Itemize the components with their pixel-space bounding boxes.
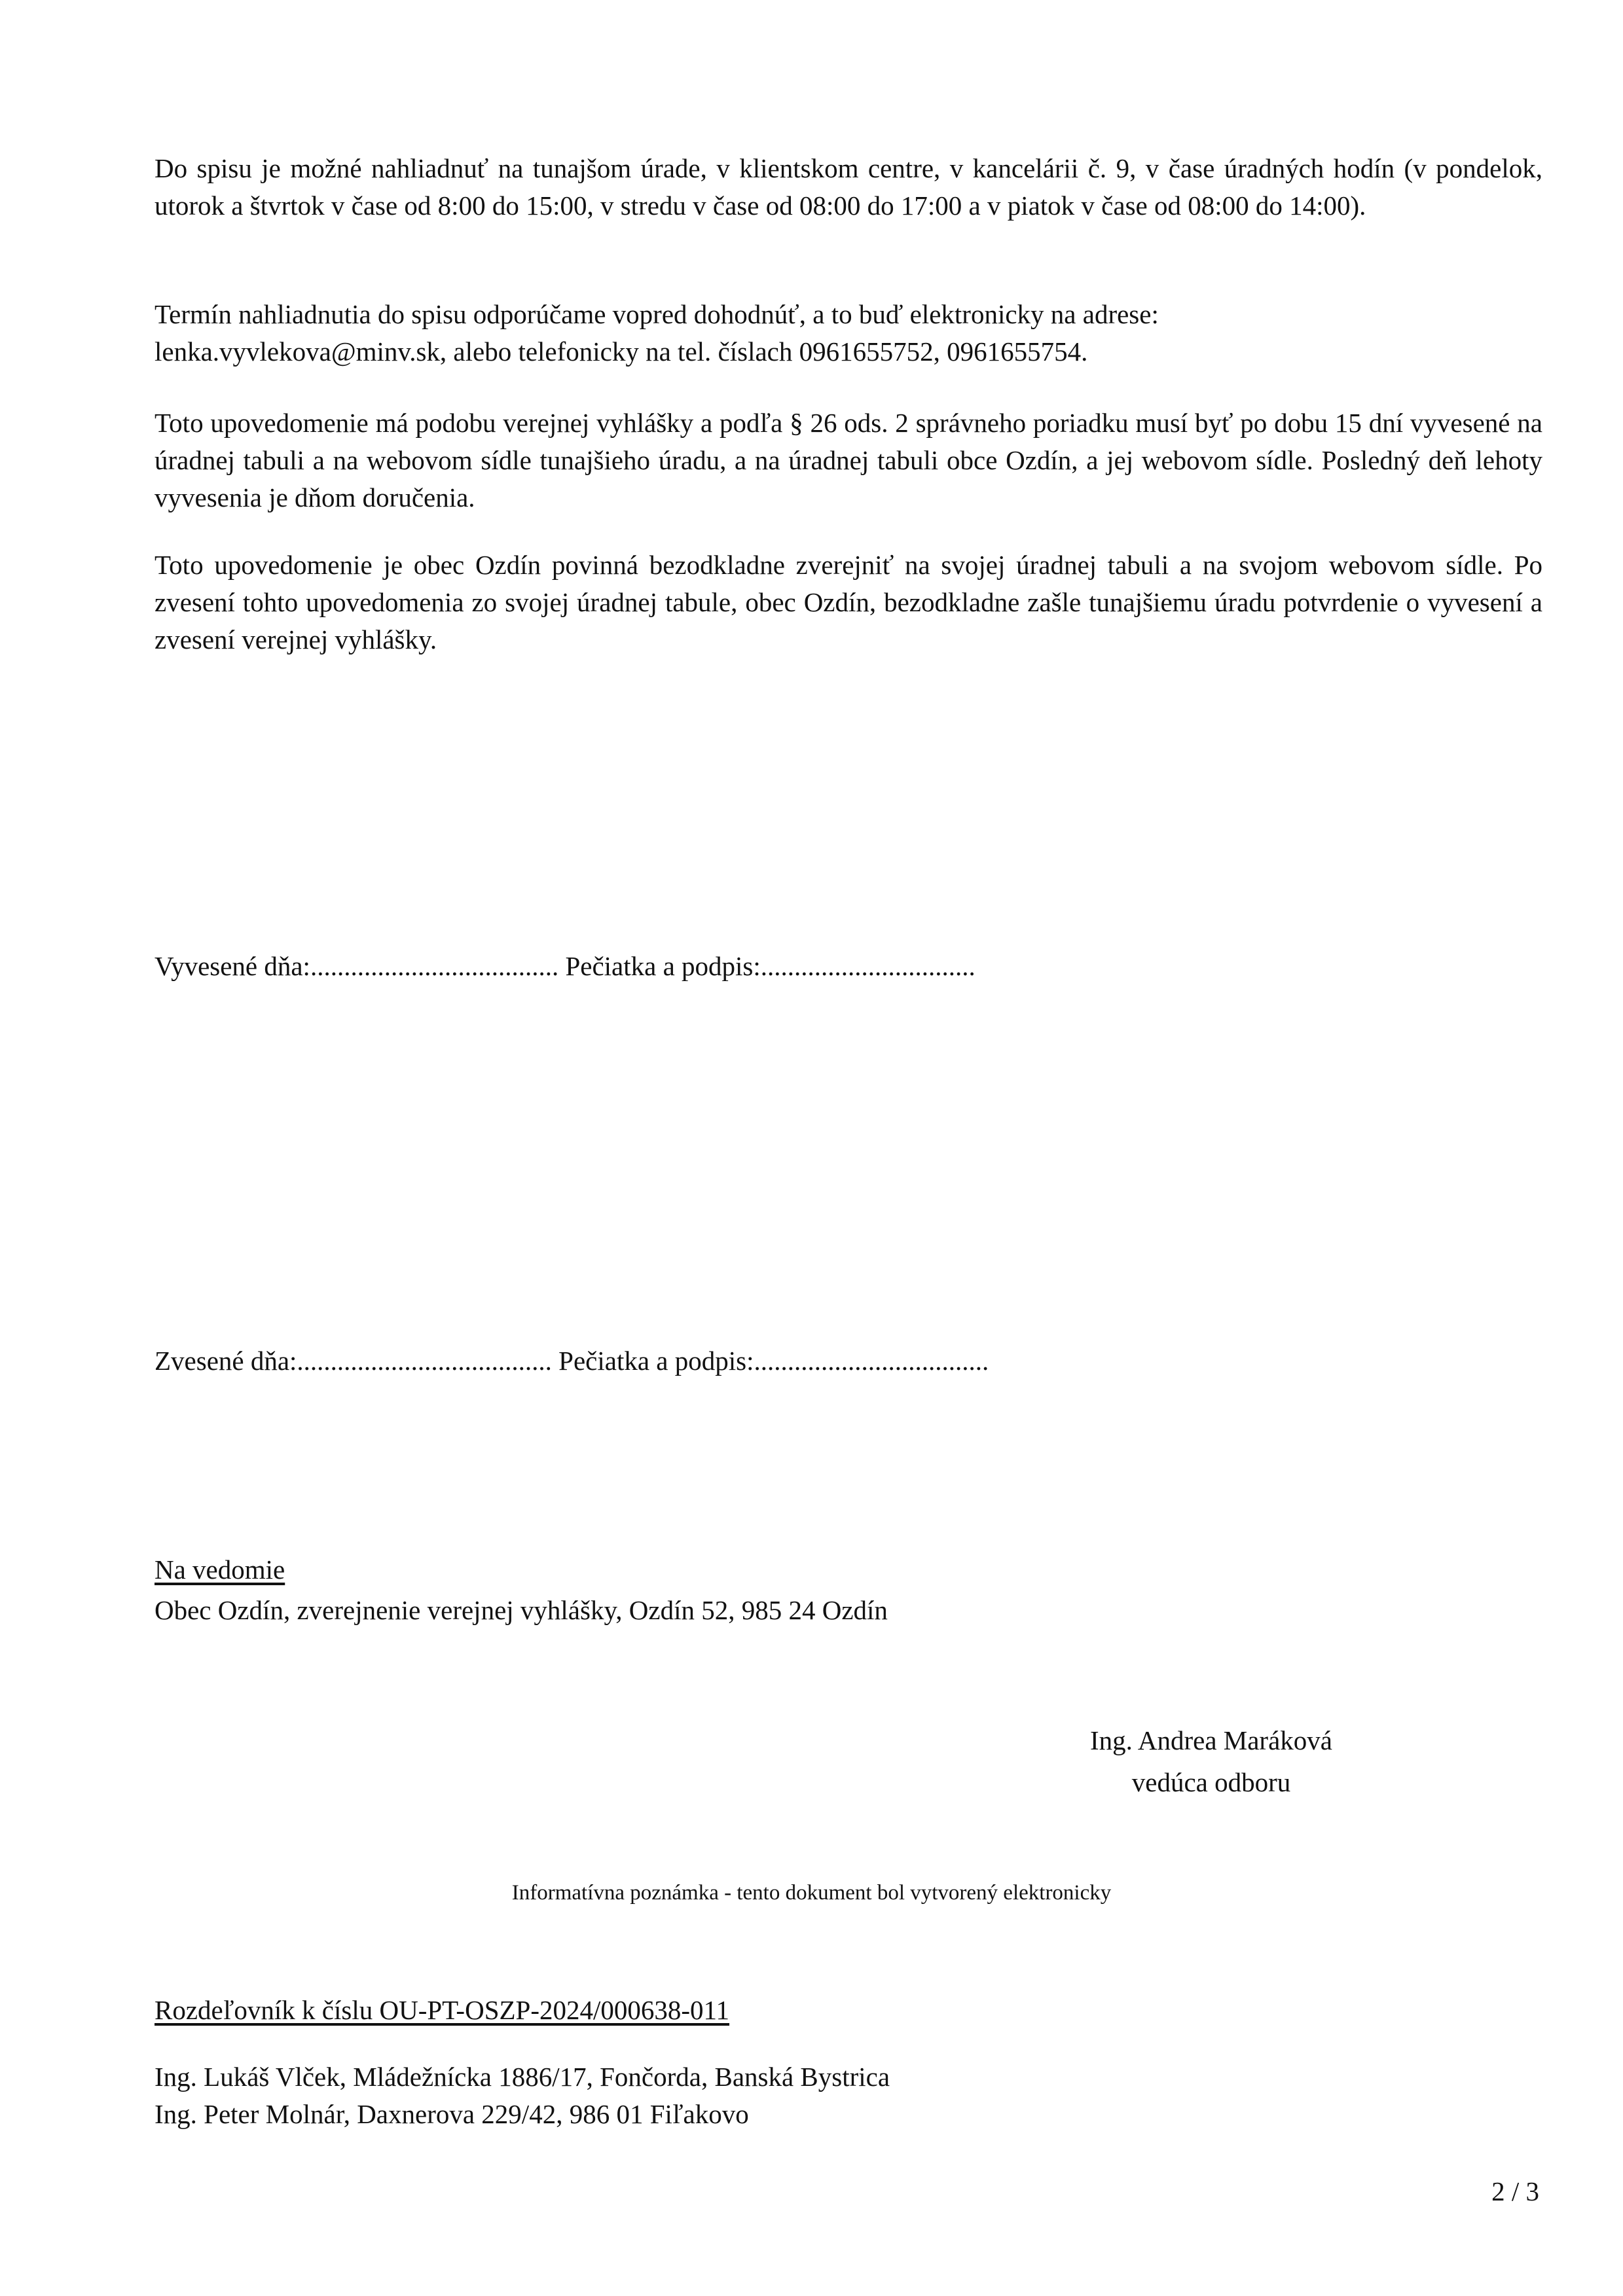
paragraph-appointment-line-2: lenka.vyvlekova@minv.sk, alebo telefonicky na tel. číslach 0961655752, 0961655754. <box>155 336 1088 367</box>
signatory-title: vedúca odboru <box>1131 1767 1291 1797</box>
notice-heading: Na vedomie <box>155 1554 285 1585</box>
removed-stamp-line: Zvesené dňa:...................................... Pečiatka a podpis:................................... <box>155 1346 989 1376</box>
signatory-name: Ing. Andrea Maráková <box>1089 1725 1332 1755</box>
signature-block <box>1021 1719 1401 1803</box>
informative-note: Informatívna poznámka - tento dokument bol vytvorený elektronicky <box>511 1881 1112 1905</box>
notice-recipient: Obec Ozdín, zverejnenie verejnej vyhlášky, Ozdín 52, 985 24 Ozdín <box>155 1595 888 1625</box>
paragraph-municipality-duty: Toto upovedomenie je obec Ozdín povinná bezodkladne zverejniť na svojej úradnej tabuli a na svojom webovom sídle. Po zvesení tohto upovedomenia zo svojej úradnej tabule, obec Ozdín, bezodkladne zašle tunajšiemu úradu potvrdenie o vyvesení a zvesení verejnej vyhlášky. <box>155 550 1542 655</box>
posted-stamp-line: Vyvesené dňa:..................................... Pečiatka a podpis:................................ <box>155 951 976 981</box>
page-number: 2 / 3 <box>1491 2176 1539 2206</box>
distribution-heading: Rozdeľovník k číslu OU-PT-OSZP-2024/000638-011 <box>155 1995 730 2025</box>
paragraph-appointment-line-1: Termín nahliadnutia do spisu odporúčame vopred dohodnúť, a to buď elektronicky na adrese: <box>155 299 1159 329</box>
distribution-recipient: Ing. Lukáš Vlček, Mládežnícka 1886/17, Fončorda, Banská Bystrica <box>155 2062 890 2092</box>
paragraph-file-inspection: Do spisu je možné nahliadnuť na tunajšom úrade, v klientskom centre, v kancelárii č. 9, v čase úradných hodín (v pondelok, utorok a štvrtok v čase od 8:00 do 15:00, v stredu v čase od 08:00 do 17:00 a v piatok v čase od 08:00 do 14:00). <box>155 153 1542 221</box>
paragraph-public-notice: Toto upovedomenie má podobu verejnej vyhlášky a podľa § 26 ods. 2 správneho poriadku musí byť po dobu 15 dní vyvesené na úradnej tabuli a na webovom sídle tunajšieho úradu, a na úradnej tabuli obce Ozdín, a jej webovom sídle. Posledný deň lehoty vyvesenia je dňom doručenia. <box>155 408 1542 512</box>
distribution-recipient: Ing. Peter Molnár, Daxnerova 229/42, 986 01 Fiľakovo <box>155 2099 749 2129</box>
